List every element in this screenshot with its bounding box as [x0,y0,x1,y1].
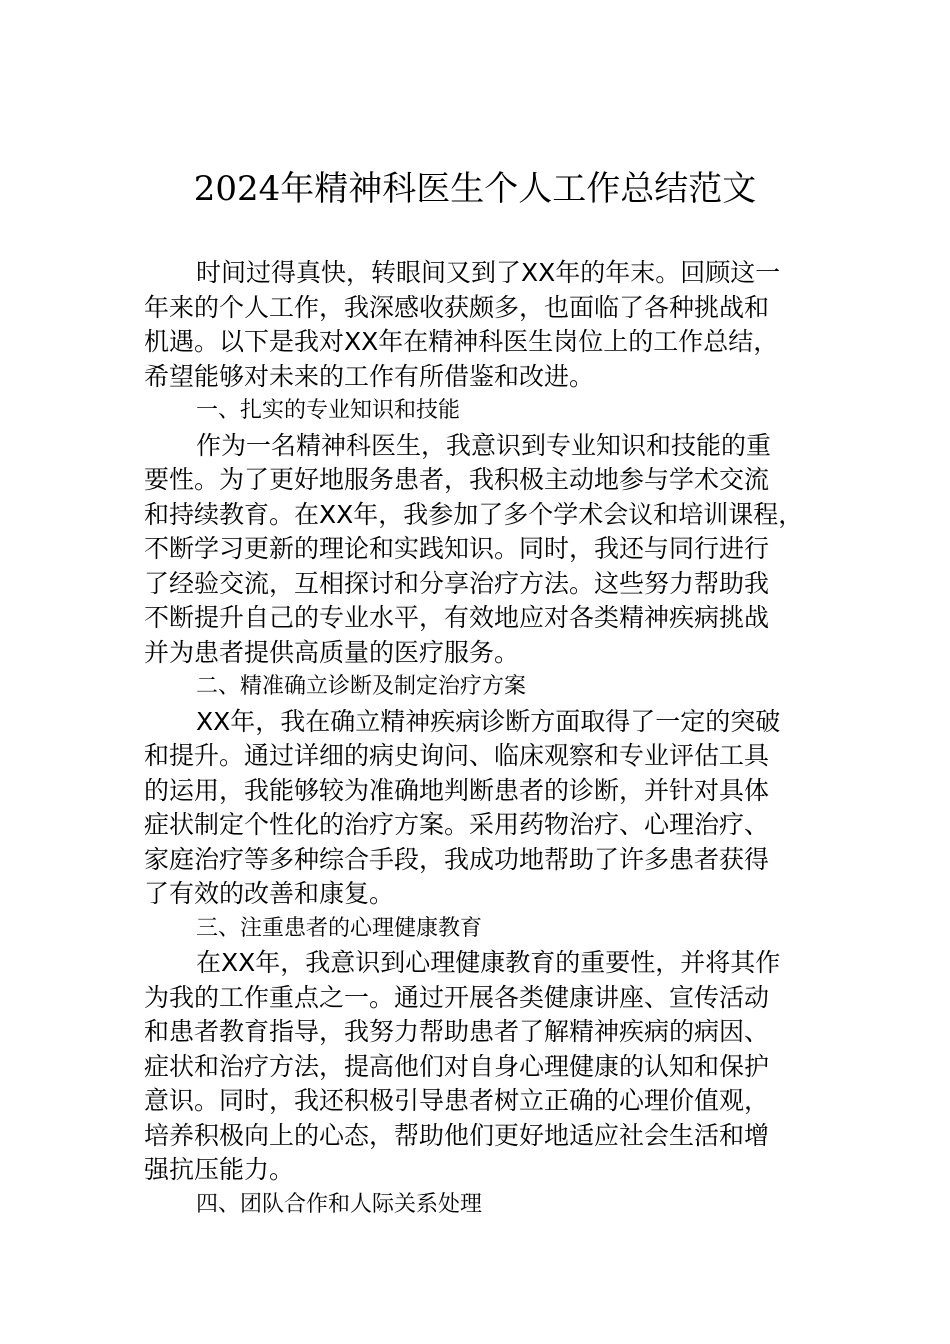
paragraph-line: 和提升。通过详细的病史询问、临床观察和专业评估工具 [144,741,770,770]
paragraph-line: 为我的工作重点之一。通过开展各类健康讲座、宣传活动 [144,982,770,1012]
paragraph-line: 症状制定个性化的治疗方案。采用药物治疗、心理治疗、 [144,810,770,839]
document-body [144,256,808,1222]
paragraph-line: 不断提升自己的专业水平，有效地应对各类精神疾病挑战 [144,603,770,632]
paragraph-line: 症状和治疗方法，提高他们对自身心理健康的认知和保护 [144,1051,770,1081]
paragraph-line: 和持续教育。在XX年，我参加了多个学术会议和培训课程， [144,499,804,529]
paragraph-line: 时间过得真快，转眼间又到了XX年的年末。回顾这一 [196,258,781,287]
paragraph-line: 在XX年，我意识到心理健康教育的重要性，并将其作 [196,948,781,977]
paragraph-line: 强抗压能力。 [144,1155,295,1184]
paragraph-line: 并为患者提供高质量的医疗服务。 [144,637,520,667]
paragraph-line: 了有效的改善和康复。 [144,879,395,908]
paragraph-line: 要性。为了更好地服务患者，我积极主动地参与学术交流 [144,465,770,494]
paragraph-line: 不断学习更新的理论和实践知识。同时，我还与同行进行 [144,534,770,563]
paragraph-line: 意识。同时，我还积极引导患者树立正确的心理价值观， [144,1086,770,1115]
paragraph-line: 和患者教育指导，我努力帮助患者了解精神疾病的病因、 [144,1017,770,1046]
section-heading: 三、注重患者的心理健康教育 [196,915,483,941]
paragraph-line: 家庭治疗等多种综合手段，我成功地帮助了许多患者获得 [144,844,770,874]
section-heading: 一、扎实的专业知识和技能 [196,398,461,423]
document-title: 2024年精神科医生个人工作总结范文 [193,169,757,209]
paragraph-line: 培养积极向上的心态，帮助他们更好地适应社会生活和增 [144,1120,770,1150]
paragraph-line: 作为一名精神科医生，我意识到专业知识和技能的重 [196,430,772,460]
paragraph-line: 了经验交流，互相探讨和分享治疗方法。这些努力帮助我 [144,568,770,598]
section-heading: 二、精准确立诊断及制定治疗方案 [196,674,527,699]
paragraph-line: 年来的个人工作，我深感收获颇多，也面临了各种挑战和 [144,292,770,322]
paragraph-line: 的运用，我能够较为准确地判断患者的诊断，并针对具体 [144,775,770,805]
paragraph-line: 希望能够对未来的工作有所借鉴和改进。 [144,361,595,391]
section-heading: 四、团队合作和人际关系处理 [196,1191,483,1217]
paragraph-line: XX年，我在确立精神疾病诊断方面取得了一定的突破 [196,706,781,736]
paragraph-line: 机遇。以下是我对XX年在精神科医生岗位上的工作总结， [144,327,779,356]
